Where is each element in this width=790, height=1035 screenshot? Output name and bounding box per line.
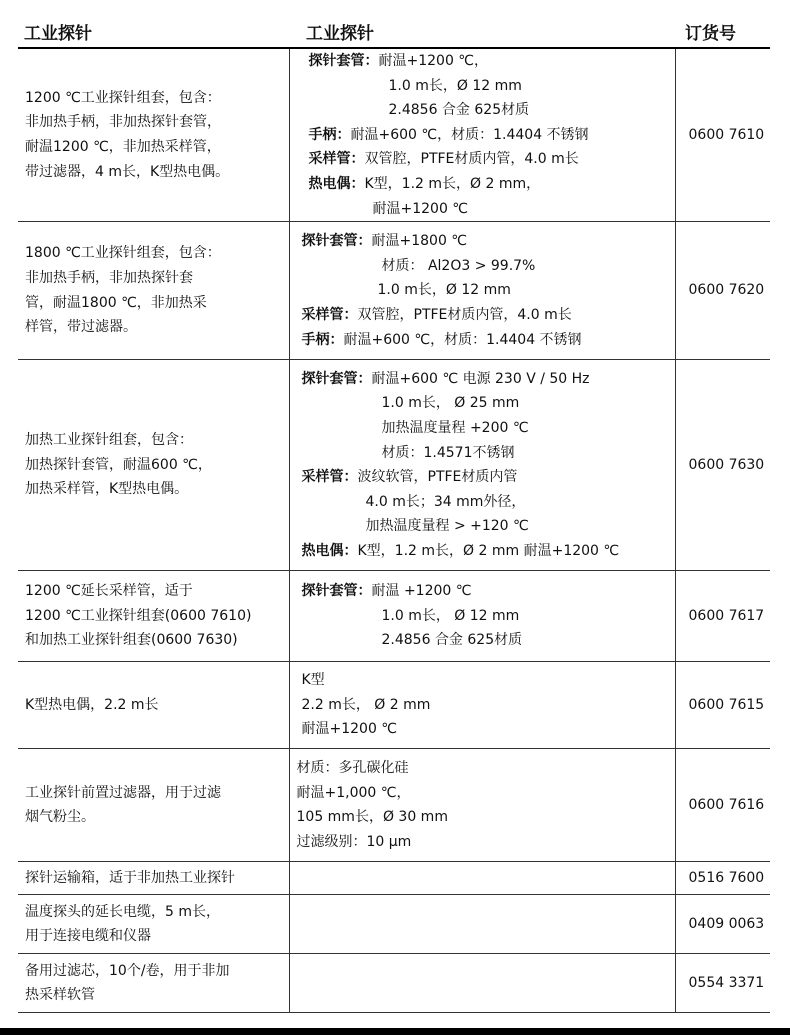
product-name-cell <box>18 48 289 222</box>
spec-text: 加热温度量程 > +120 ℃ <box>365 518 529 535</box>
spec-line <box>309 147 673 172</box>
spec-line <box>302 628 673 653</box>
product-spec-cell <box>289 360 675 571</box>
product-name-line: 1200 ℃工业探针组套，包含： <box>25 89 221 106</box>
product-name-cell <box>18 895 289 954</box>
product-spec-cell <box>289 222 675 360</box>
spec-text: 耐温+600 ℃ 电源 230 V / 50 Hz <box>371 370 590 387</box>
spec-text: 材质：多孔碳化硅 <box>296 759 409 776</box>
spec-text: 耐温+1200 ℃ <box>301 721 398 738</box>
spec-separator: ： <box>336 126 351 143</box>
spec-separator: ： <box>343 306 358 323</box>
header-product: 工业探针 <box>18 17 289 48</box>
order-number-cell: 0600 7620 <box>675 222 770 360</box>
spec-label: 手柄 <box>308 126 337 143</box>
product-spec-cell <box>289 954 675 1013</box>
spec-separator: ： <box>343 542 358 559</box>
order-number-cell: 0600 7615 <box>675 662 770 749</box>
spec-line <box>297 805 673 830</box>
spec-label: 热电偶 <box>308 175 351 192</box>
spec-label: 探针套管 <box>308 53 365 69</box>
spec-text: 耐温+600 ℃，材质：1.4404 不锈钢 <box>343 331 582 348</box>
spec-text: 105 mm长，Ø 30 mm <box>296 809 448 826</box>
product-spec-cell <box>289 895 675 954</box>
spec-separator: ： <box>364 53 379 69</box>
spec-line <box>309 98 673 123</box>
product-name-line: 耐温1200 ℃，非加热采样管， <box>25 139 221 156</box>
page-bottom-rule <box>0 1028 790 1035</box>
spec-text: 波纹软管，PTFE材质内管 <box>357 469 518 486</box>
spec-text: 2.4856 合金 625材质 <box>388 102 530 119</box>
order-number-cell: 0554 3371 <box>675 954 770 1013</box>
spec-text: K型 <box>301 672 325 689</box>
spec-line <box>297 830 673 855</box>
spec-text: K型，1.2 m长，Ø 2 mm， <box>364 175 541 192</box>
order-number-cell: 0600 7617 <box>675 571 770 662</box>
spec-line <box>302 604 673 629</box>
table-header-row <box>18 17 770 48</box>
spec-separator: ： <box>357 370 372 387</box>
spec-label: 手柄 <box>301 331 330 348</box>
product-name-line: 加热采样管，K型热电偶。 <box>25 481 189 498</box>
product-name-cell <box>18 222 289 360</box>
spec-label: 采样管 <box>308 151 351 168</box>
product-name-cell <box>18 662 289 749</box>
spec-separator: ： <box>343 469 358 486</box>
product-spec-cell <box>289 662 675 749</box>
spec-line <box>302 465 673 490</box>
table-row <box>18 360 770 571</box>
product-spec-cell <box>289 571 675 662</box>
spec-label: 探针套管 <box>301 583 358 600</box>
spec-line <box>302 367 673 392</box>
spec-separator: ： <box>357 233 372 250</box>
spec-line <box>297 781 673 806</box>
spec-label: 探针套管 <box>301 370 358 387</box>
product-name-cell <box>18 954 289 1013</box>
spec-label: 采样管 <box>301 469 344 486</box>
spec-line <box>309 123 673 148</box>
order-number-cell: 0600 7630 <box>675 360 770 571</box>
spec-text: 1.0 m长，Ø 12 mm <box>377 282 511 299</box>
spec-text: 耐温 +1200 ℃ <box>371 583 472 600</box>
spec-line <box>302 539 673 564</box>
header-specification: 工业探针 <box>289 17 675 48</box>
product-name-cell <box>18 862 289 895</box>
product-name-line: 工业探针前置过滤器，用于过滤 <box>25 784 221 801</box>
product-name-line: 备用过滤芯，10个/卷，用于非加 <box>25 962 230 979</box>
product-name-line: 和加热工业探针组套(0600 7630) <box>25 632 238 649</box>
spec-line <box>302 391 673 416</box>
product-name-line: 带过滤器，4 m长，K型热电偶。 <box>25 163 230 180</box>
spec-separator: ： <box>350 175 365 192</box>
product-name-line: 热采样软管 <box>25 987 95 1004</box>
product-name-line: 1800 ℃工业探针组套，包含： <box>25 245 221 262</box>
header-order-number: 订货号 <box>675 17 770 48</box>
spec-label: 探针套管 <box>301 233 358 250</box>
spec-line <box>302 490 673 515</box>
product-name-line: 加热工业探针组套，包含： <box>25 432 193 449</box>
spec-line <box>309 172 673 197</box>
spec-line <box>302 229 673 254</box>
product-name-line: 1200 ℃工业探针组套(0600 7610) <box>25 607 252 624</box>
spec-text: 4.0 m长；34 mm外径， <box>365 493 526 510</box>
spec-line <box>302 303 673 328</box>
spec-text: 耐温+1200 ℃， <box>378 53 489 69</box>
spec-text: 1.0 m长， Ø 25 mm <box>381 395 520 412</box>
product-name-line: 烟气粉尘。 <box>25 809 95 826</box>
spec-line <box>302 668 673 693</box>
spec-line <box>302 328 673 353</box>
spec-line <box>302 717 673 742</box>
spec-text: 过滤级别：10 µm <box>296 833 412 850</box>
product-table <box>18 17 770 1013</box>
order-number-cell: 0409 0063 <box>675 895 770 954</box>
product-name-cell <box>18 360 289 571</box>
spec-text: 2.2 m长， Ø 2 mm <box>301 696 431 713</box>
product-name-line: 加热探针套管，耐温600 ℃， <box>25 456 212 473</box>
table-row <box>18 48 770 222</box>
product-name-line: 1200 ℃延长采样管，适于 <box>25 583 193 600</box>
spec-text: 2.4856 合金 625材质 <box>381 632 523 649</box>
spec-text: K型，1.2 m长，Ø 2 mm 耐温+1200 ℃ <box>357 542 620 559</box>
product-name-line: 探针运输箱，适于非加热工业探针 <box>25 869 235 886</box>
spec-text: 耐温+1800 ℃ <box>371 233 468 250</box>
spec-line <box>309 49 673 74</box>
spec-text: 双管腔，PTFE材质内管，4.0 m长 <box>364 151 579 168</box>
product-name-cell <box>18 571 289 662</box>
product-name-line: 用于连接电缆和仪器 <box>25 928 151 945</box>
product-spec-cell <box>289 48 675 222</box>
spec-line <box>302 514 673 539</box>
spec-label: 采样管 <box>301 306 344 323</box>
spec-text: 耐温+600 ℃，材质：1.4404 不锈钢 <box>350 126 589 143</box>
product-name-cell <box>18 749 289 862</box>
spec-line <box>302 254 673 279</box>
order-number-cell: 0600 7616 <box>675 749 770 862</box>
table-row <box>18 571 770 662</box>
spec-separator: ： <box>357 583 372 600</box>
table-row <box>18 954 770 1013</box>
table-row <box>18 862 770 895</box>
spec-line <box>302 278 673 303</box>
product-name-line: 管，耐温1800 ℃，非加热采 <box>25 294 207 311</box>
spec-text: 加热温度量程 +200 ℃ <box>381 419 529 436</box>
spec-line <box>309 74 673 99</box>
spec-line <box>309 197 673 222</box>
table-row <box>18 749 770 862</box>
spec-line <box>302 579 673 604</box>
order-number-cell: 0600 7610 <box>675 48 770 222</box>
spec-text: 1.0 m长，Ø 12 mm <box>388 77 522 94</box>
spec-text: 材质： Al2O3 > 99.7% <box>381 257 536 274</box>
product-name-line: 非加热手柄，非加热探针套管， <box>25 114 221 131</box>
spec-separator: ： <box>350 151 365 168</box>
spec-line <box>302 693 673 718</box>
product-name-line: 非加热手柄，非加热探针套 <box>25 270 193 287</box>
spec-text: 耐温+1,000 ℃， <box>296 784 411 801</box>
spec-label: 热电偶 <box>301 542 344 559</box>
spec-line <box>302 416 673 441</box>
spec-text: 材质：1.4571不锈钢 <box>381 444 515 461</box>
table-row <box>18 895 770 954</box>
spec-text: 1.0 m长， Ø 12 mm <box>381 607 520 624</box>
spec-text: 耐温+1200 ℃ <box>372 200 469 217</box>
spec-line <box>297 756 673 781</box>
spec-separator: ： <box>329 331 344 348</box>
product-spec-cell <box>289 749 675 862</box>
spec-text: 双管腔，PTFE材质内管，4.0 m长 <box>357 306 572 323</box>
product-spec-cell <box>289 862 675 895</box>
spec-line <box>302 441 673 466</box>
table-row <box>18 662 770 749</box>
product-name-line: K型热电偶，2.2 m长 <box>25 696 159 713</box>
product-name-line: 温度探头的延长电缆，5 m长， <box>25 903 220 920</box>
product-name-line: 样管，带过滤器。 <box>25 319 137 336</box>
table-row <box>18 222 770 360</box>
order-number-cell: 0516 7600 <box>675 862 770 895</box>
